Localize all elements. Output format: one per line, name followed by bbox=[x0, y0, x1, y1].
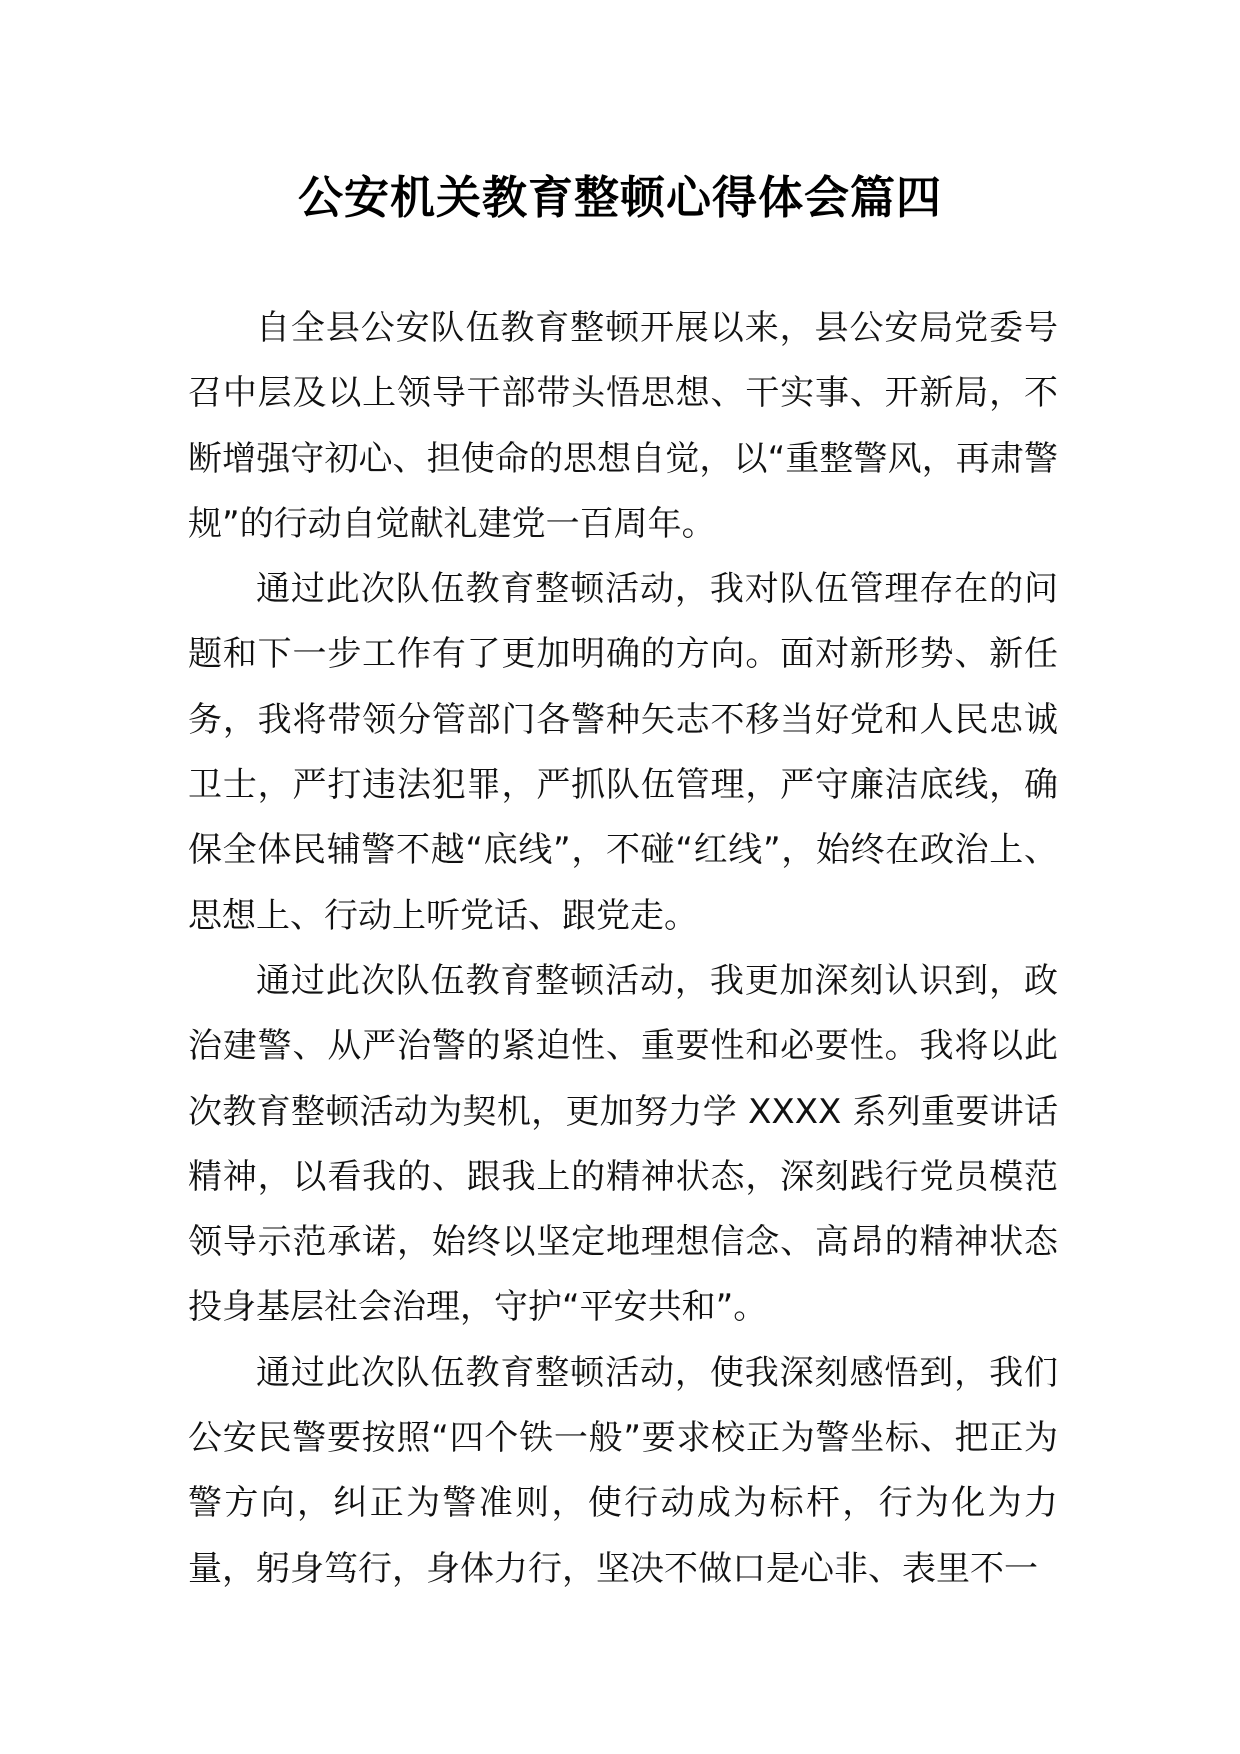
document-title: 公安机关教育整顿心得体会篇四 bbox=[297, 171, 942, 224]
paragraph-1: 自全县公安队伍教育整顿开展以来，县公安局党委号召中层及以上领导干部带头悟思想、干实事、开新局，不断增强守初心、担使命的思想自觉，以“重整警风，再肃警规”的行动自觉献礼建党一百周年。 bbox=[188, 308, 1058, 544]
paragraph-2: 通过此次队伍教育整顿活动，我对队伍管理存在的问题和下一步工作有了更加明确的方向。面对新形势、新任务，我将带领分管部门各警种矢志不移当好党和人民忠诚卫士，严打违法犯罪，严抓队伍管理，严守廉洁底线，确保全体民辅警不越“底线”，不碰“红线”，始终在政治上、思想上、行动上听党话、跟党走。 bbox=[188, 569, 1058, 936]
paragraph-3: 通过此次队伍教育整顿活动，我更加深刻认识到，政治建警、从严治警的紧迫性、重要性和必要性。我将以此次教育整顿活动为契机，更加努力学 XXXX 系列重要讲话精神，以看我的、跟我上的精神状态，深刻践行党员模范领导示范承诺，始终以坚定地理想信念、高昂的精神状态投身基层社会治理，守护“平安共和”。 bbox=[188, 960, 1058, 1328]
document-body bbox=[188, 296, 1058, 1602]
paragraph-4: 通过此次队伍教育整顿活动，使我深刻感悟到，我们公安民警要按照“四个铁一般”要求校正为警坐标、把正为警方向，纠正为警准则，使行动成为标杆，行为化为力量，躬身笃行，身体力行，坚决不做口是心非、表里不一 bbox=[188, 1352, 1058, 1589]
